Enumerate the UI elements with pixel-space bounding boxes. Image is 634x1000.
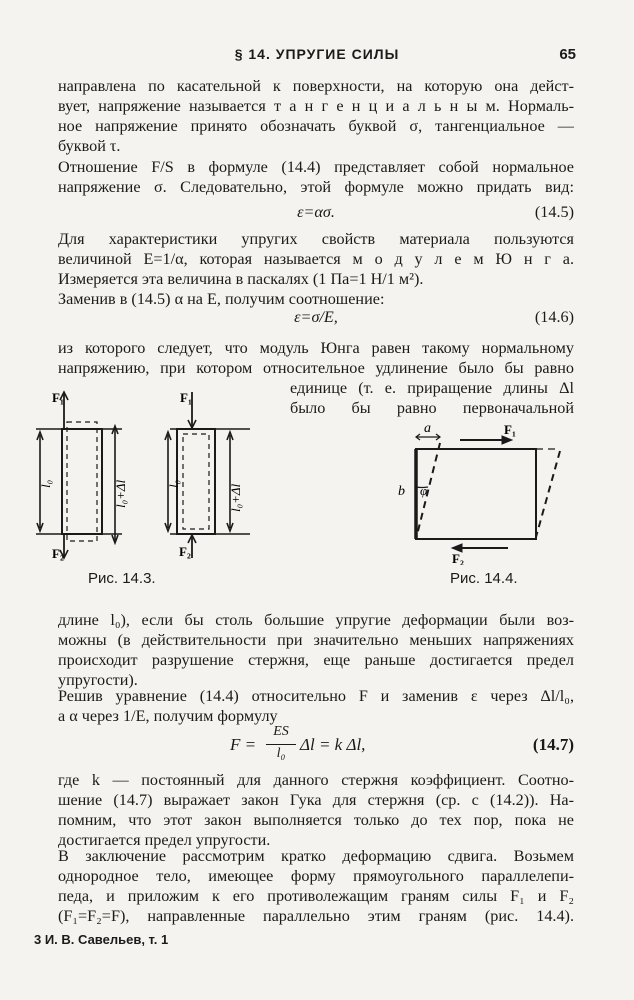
formula-rhs: Δl = k Δl, [300,735,366,754]
paragraph-8 [58,846,574,926]
text-line: однородное тело, имеющее форму прямоугольного параллелепи- [58,867,574,885]
paragraph-3 [58,229,574,309]
text-line: достигается предел упругости. [58,831,271,849]
text-line: из которого следует, что модуль Юнга равен такому нормальному [58,339,574,357]
paragraph-4-wrap [290,378,574,418]
figure-14-4 [390,415,590,565]
length-label: l₀ [38,479,53,488]
formula-14-5 [58,203,574,225]
text-line: ное напряжение принято обозначать буквой σ, тангенциальное — [58,117,574,135]
text-line: Заменив в (14.5) α на E, получим соотношение: [58,290,385,308]
figure-14-3 [20,388,250,564]
formula-number: (14.5) [534,203,574,221]
angle-label: φ [420,483,428,498]
formula-expression: ε=ασ. [297,203,335,221]
text-line: Решив уравнение (14.4) относительно F и заменив ε через Δl/l₀, [58,687,574,705]
paragraph-4 [58,338,574,378]
paragraph-7 [58,770,574,850]
text-line: величиной E=1/α, которая называется м о д у л е м Ю н г а. [58,250,574,268]
force-label: F₁ [52,390,64,405]
force-label: F₂ [179,544,191,559]
paragraph-5 [58,610,574,690]
dimension-label: b [398,484,405,499]
text-line: Отношение F/S в формуле (14.4) представляет собой нормальное [58,158,574,176]
text-line: помним, что этот закон выполняется только до тех пор, пока не [58,811,574,829]
force-label: F₁ [504,422,516,437]
paragraph-2 [58,157,574,197]
signature-footer: 3 И. В. Савельев, т. 1 [34,932,169,947]
text-line: где k — постоянный для данного стержня коэффициент. Соотно- [58,771,574,789]
force-label: F₁ [180,390,192,405]
text-line: (F₁=F₂=F), направленные параллельно этим граням (рис. 14.4). [58,907,574,925]
force-label: F₂ [452,551,464,565]
formula-lhs: F = [230,735,257,754]
text-line: направлена по касательной к поверхности, на которую она дейст- [58,77,574,95]
text-line: упругости). [58,671,138,689]
text-line: а α через 1/E, получим формулу [58,707,278,725]
text-line: напряжению, при котором относительное удлинение было бы равно [58,359,574,377]
text-line: происходит разрушение стержня, еще раньше достигается предел [58,651,574,669]
text-line: вует, напряжение называется т а н г е н ц и а л ь н ы м. Нормаль- [58,97,574,115]
length-label: l₀ [166,479,181,488]
text-line: шение (14.7) выражает закон Гука для стержня (ср. с (14.2)). На- [58,791,574,809]
dimension-label: a [424,421,431,436]
figure-14-3-caption: Рис. 14.3. [88,570,156,587]
paragraph-6 [58,686,574,726]
formula-number: (14.7) [532,735,574,754]
running-header: § 14. УПРУГИЕ СИЛЫ [234,46,400,62]
text-line: буквой τ. [58,137,121,155]
paragraph-1 [58,76,574,156]
text-line: длине l₀), если бы столь большие упругие деформации были воз- [58,611,574,629]
text-line: было бы равно первоначальной [290,399,574,417]
fraction-bar [266,744,296,745]
formula-expression: ε=σ/E, [294,308,338,326]
formula-14-6 [58,308,574,330]
length-label: l₀+Δl [113,479,128,508]
formula-14-7 [58,724,574,768]
fraction-denominator: l₀ [276,746,286,761]
formula-number: (14.6) [534,308,574,326]
figure-14-4-caption: Рис. 14.4. [450,570,518,587]
text-line: В заключение рассмотрим кратко деформацию сдвига. Возьмем [58,847,574,865]
text-line: Для характеристики упругих свойств материала пользуются [58,230,574,248]
text-line: единице (т. е. приращение длины Δl [290,379,574,397]
force-label: F₂ [52,546,64,561]
text-line: Измеряется эта величина в паскалях (1 Па=1 Н/1 м²). [58,270,424,288]
text-line: напряжение σ. Следовательно, этой формуле можно придать вид: [58,178,574,196]
text-line: педа, и приложим к его противолежащим граням силы F₁ и F₂ [58,887,574,905]
fraction-numerator: ES [273,724,289,739]
text-line: можны (в действительности при значительно меньших напряжениях [58,631,574,649]
page-number: 65 [559,46,576,63]
length-label: l₀+Δl [228,483,243,512]
